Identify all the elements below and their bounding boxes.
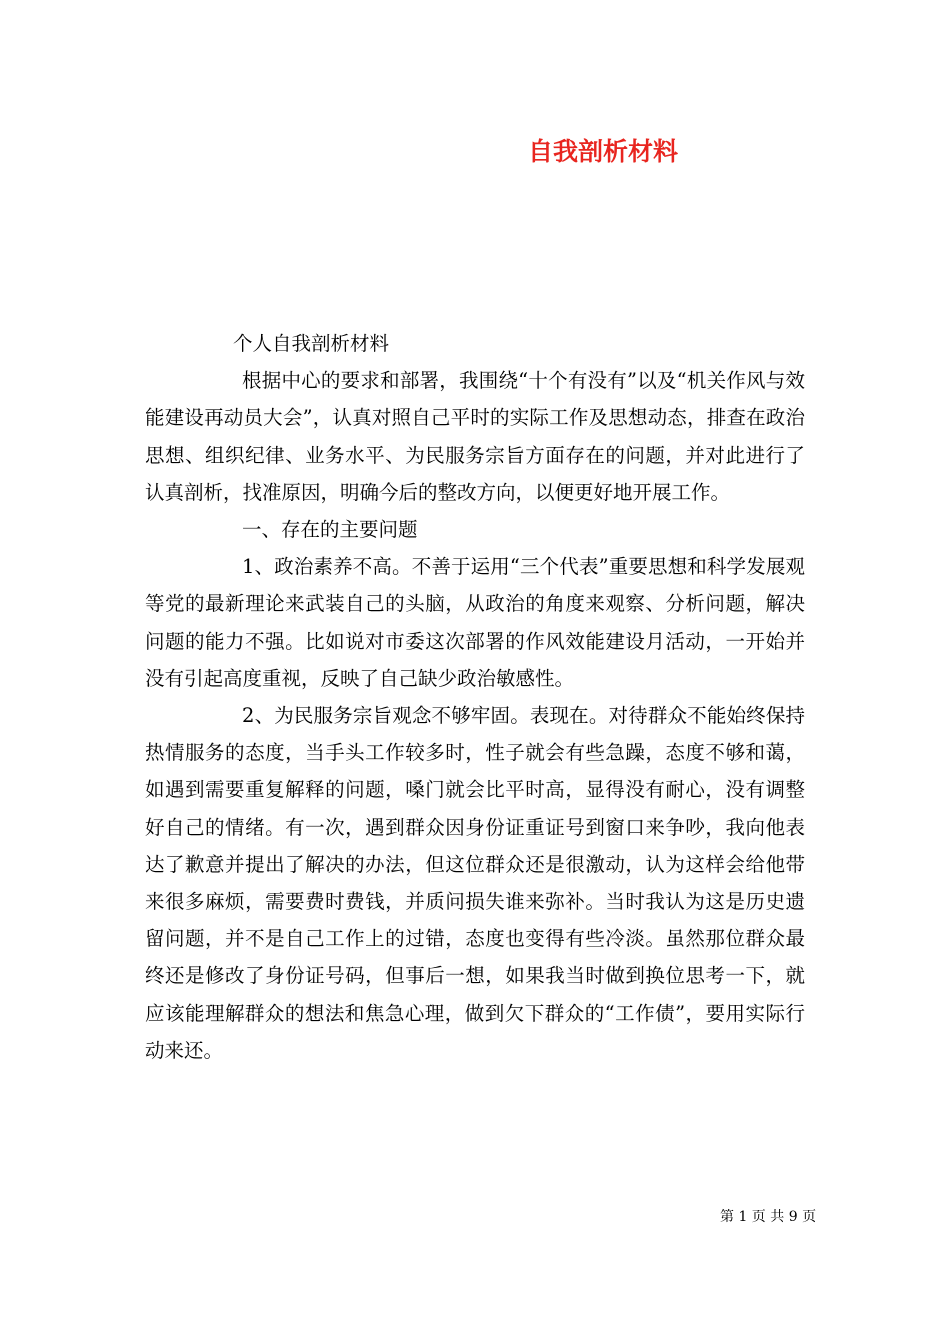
problem-paragraph-1: 1、政治素养不高。不善于运用“三个代表”重要思想和科学发展观等党的最新理论来武装自己的头脑，从政治的角度来观察、分析问题，解决问题的能力不强。比如说对市委这次部署的作风效能建设月活动，一开始并没有引起高度重视，反映了自己缺少政治敏感性。 xyxy=(145,555,805,690)
intro-paragraph: 根据中心的要求和部署，我围绕“十个有没有”以及“机关作风与效能建设再动员大会”，认真对照自己平时的实际工作及思想动态，排查在政治思想、组织纪律、业务水平、为民服务宗旨方面存在的问题，并对此进行了认真剖析，找准原因，明确今后的整改方向，以便更好地开展工作。 xyxy=(145,369,805,504)
document-subtitle: 个人自我剖析材料 xyxy=(233,332,390,355)
section-heading: 一、存在的主要问题 xyxy=(242,518,418,542)
problem-paragraph-2: 2、为民服务宗旨观念不够牢固。表现在。对待群众不能始终保持热情服务的态度，当手头工作较多时，性子就会有些急躁，态度不够和蔼，如遇到需要重复解释的问题，嗓门就会比平时高，显得没有耐心，没有调整好自己的情绪。有一次，遇到群众因身份证重证号到窗口来争吵，我向他表达了歉意并提出了解决的办法，但这位群众还是很激动，认为这样会给他带来很多麻烦，需要费时费钱，并质问损失谁来弥补。当时我认为这是历史遗留问题，并不是自己工作上的过错，态度也变得有些冷淡。虽然那位群众最终还是修改了身份证号码，但事后一想，如果我当时做到换位思考一下，就应该能理解群众的想法和焦急心理，做到欠下群众的“工作债”，要用实际行动来还。 xyxy=(145,704,805,1062)
document-title: 自我剖析材料 xyxy=(527,137,678,166)
document-body xyxy=(145,325,805,1069)
page-number: 第 1 页 共 9 页 xyxy=(720,1209,817,1225)
